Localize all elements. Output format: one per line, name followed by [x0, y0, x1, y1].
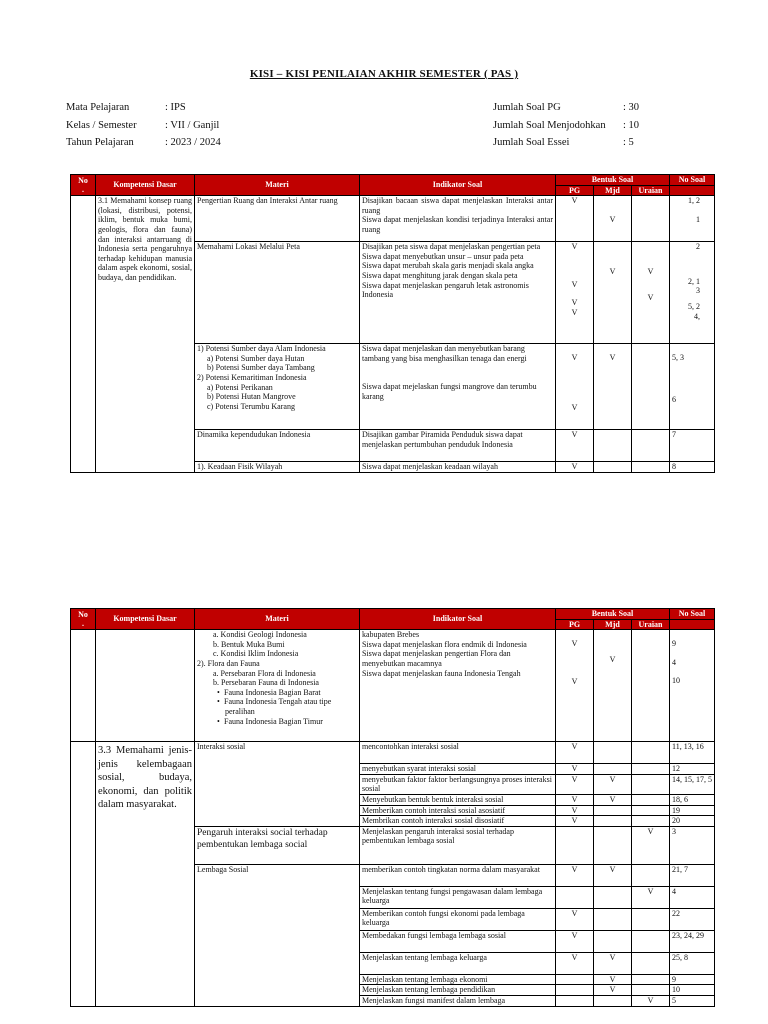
cell-materi: Dinamika kependudukan Indonesia — [195, 430, 360, 462]
cell-pg: V — [556, 764, 594, 775]
cell-pg: V — [556, 196, 594, 242]
cell-materi: 1) Potensi Sumber daya Alam Indonesia a) Potensi Sumber daya Hutan b) Potensi Sumber daya Tambang 2) Potensi Kemaritiman Indonesia a) Potensi Perikanan b) Potensi Hutan Mangrove c) Potensi Terumbu Karang — [195, 344, 360, 430]
cell-no — [71, 630, 96, 742]
cell-indikator — [360, 196, 556, 242]
cell-uraian — [632, 344, 670, 430]
cell-uraian — [632, 864, 670, 886]
cell-indikator: memberikan contoh tingkatan norma dalam masyarakat — [360, 864, 556, 886]
cell-no-soal: 11, 13, 16 — [670, 742, 715, 764]
cell-mjd: V — [594, 196, 632, 242]
cell-pg: V V — [556, 344, 594, 430]
indikator-line: Siswa dapat menjelaskan flora endmik di Indonesia — [362, 639, 527, 649]
cell-pg: V — [556, 805, 594, 816]
header-mjd: Mjd — [594, 185, 632, 196]
cell-mjd — [594, 430, 632, 462]
cell-no-soal: 19 — [670, 805, 715, 816]
cell-no-soal: 9 — [670, 974, 715, 985]
info-label: Jumlah Soal PG — [493, 102, 561, 113]
cell-pg: V — [556, 430, 594, 462]
cell-indikator: Siswa dapat menjelaskan keadaan wilayah — [360, 462, 556, 473]
info-value: : 5 — [623, 137, 634, 148]
cell-materi: 1). Keadaan Fisik Wilayah — [195, 462, 360, 473]
cell-no-soal: 12 — [670, 764, 715, 775]
cell-indikator: Menjelaskan tentang lembaga keluarga — [360, 952, 556, 974]
cell-no-soal: 5, 3 6 — [670, 344, 715, 430]
info-left — [66, 99, 221, 152]
indikator-line: Siswa dapat menjelaskan kondisi terjadinya Interaksi antar ruang — [362, 215, 553, 234]
document-title: KISI – KISI PENILAIAN AKHIR SEMESTER ( PAS ) — [249, 68, 519, 80]
cell-no-soal: 14, 15, 17, 5 — [670, 774, 715, 794]
info-label: Jumlah Soal Menjodohkan — [493, 119, 606, 131]
cell-no-soal: 3 — [670, 826, 715, 864]
cell-indikator: menyebutkan faktor faktor berlangsungnya proses interaksi sosial — [360, 774, 556, 794]
cell-uraian — [632, 196, 670, 242]
cell-uraian — [632, 985, 670, 996]
cell-pg: V — [556, 816, 594, 827]
info-value: : 30 — [623, 102, 640, 113]
cell-no-soal: 22 — [670, 908, 715, 930]
cell-uraian — [632, 430, 670, 462]
indikator-line: Siswa dapat merubah skala garis menjadi skala angka — [362, 261, 534, 271]
info-label: Kelas / Semester — [66, 119, 137, 131]
cell-pg: V — [556, 774, 594, 794]
cell-no-soal: 25, 8 — [670, 952, 715, 974]
info-right — [493, 99, 639, 152]
cell-no — [71, 196, 96, 473]
cell-indikator: Menjelaskan tentang lembaga pendidikan — [360, 985, 556, 996]
cell-indikator: Memberikan contoh fungsi ekonomi pada lembaga keluarga — [360, 908, 556, 930]
cell-mjd — [594, 816, 632, 827]
cell-materi: a. Kondisi Geologi Indonesia b. Bentuk Muka Bumi c. Kondisi Iklim Indonesia 2). Flora dan Fauna a. Persebaran Flora di Indonesia b. Persebaran Fauna di Indonesia • Fauna Indonesia Bagian Barat • Fauna Indonesia Tengah atau tipe peralihan • Fauna Indonesia Bagian Timur — [195, 630, 360, 742]
cell-pg: V V — [556, 630, 594, 742]
cell-indikator: Membrikan contoh interaksi sosial disosiatif — [360, 816, 556, 827]
cell-indikator: Menjelaskan pengaruh interaksi sosial terhadap pembentukan lembaga sosial — [360, 826, 556, 864]
cell-uraian — [632, 974, 670, 985]
cell-indikator: Membedakan fungsi lembaga lembaga sosial — [360, 930, 556, 952]
indikator-line: Siswa dapat menjelaskan dan menyebutkan barang tambang yang bisa menghasilkan tenaga dan energi — [362, 344, 527, 363]
cell-no-soal: 9 4 10 — [670, 630, 715, 742]
indikator-line: Siswa dapat menyebutkan unsur – unsur pada peta — [362, 251, 524, 261]
header-no-soal-blank — [670, 619, 715, 630]
cell-materi: Pengertian Ruang dan Interaksi Antar ruang — [195, 196, 360, 242]
cell-pg: V — [556, 908, 594, 930]
header-no: No . — [71, 609, 96, 630]
cell-indikator: Menjelaskan tentang fungsi pengawasan dalam lembaga keluarga — [360, 886, 556, 908]
cell-mjd: V — [594, 344, 632, 430]
header-uraian: Uraian — [632, 619, 670, 630]
cell-no-soal: 18, 6 — [670, 794, 715, 805]
cell-mjd — [594, 826, 632, 864]
cell-mjd — [594, 995, 632, 1006]
cell-no-soal: 7 — [670, 430, 715, 462]
cell-kompetensi — [96, 630, 195, 742]
cell-uraian — [632, 462, 670, 473]
info-value: : IPS — [165, 102, 186, 113]
indikator-line: Siswa dapat menjelaskan pengertian Flora dan menyebutkan macamnya — [362, 649, 511, 668]
indikator-line: Disajikan bacaan siswa dapat menjelaskan Interaksi antar ruang — [362, 196, 553, 215]
cell-pg — [556, 974, 594, 985]
cell-no-soal: 21, 7 — [670, 864, 715, 886]
cell-mjd — [594, 908, 632, 930]
header-no-soal: No Soal — [670, 609, 715, 620]
header-no-soal-blank — [670, 185, 715, 196]
header-pg: PG — [556, 619, 594, 630]
cell-uraian — [632, 742, 670, 764]
cell-indikator: mencontohkan interaksi sosial — [360, 742, 556, 764]
indikator-line: Siswa dapat menghitung jarak dengan skala peta — [362, 270, 518, 280]
cell-indikator: Disajikan gambar Piramida Penduduk siswa dapat menjelaskan pertumbuhan penduduk Indonesia — [360, 430, 556, 462]
cell-mjd: V — [594, 630, 632, 742]
cell-uraian — [632, 816, 670, 827]
kisi-table-1 — [70, 174, 715, 473]
header-indikator: Indikator Soal — [360, 175, 556, 196]
cell-pg: V V V V — [556, 242, 594, 344]
info-label: Mata Pelajaran — [66, 102, 130, 113]
cell-kompetensi: 3.3 Memahami jenis-jenis kelembagaan sosial, budaya, ekonomi, dan politik dalam masyarakat. — [96, 742, 195, 1006]
indikator-line: Disajikan peta siswa dapat menjelaskan pengertian peta — [362, 242, 541, 252]
cell-no-soal: 1, 2 1 — [670, 196, 715, 242]
header-mjd: Mjd — [594, 619, 632, 630]
cell-indikator: Menyebutkan bentuk bentuk interaksi sosial — [360, 794, 556, 805]
cell-materi: Lembaga Sosial — [195, 864, 360, 1006]
cell-materi: Pengaruh interaksi social terhadap pembentukan lembaga social — [195, 826, 360, 864]
cell-no-soal: 20 — [670, 816, 715, 827]
indikator-line: Siswa dapat menjelaskan fauna Indonesia Tengah — [362, 668, 521, 678]
cell-uraian — [632, 774, 670, 794]
header-pg: PG — [556, 185, 594, 196]
cell-indikator: Menjelaskan fungsi manifest dalam lembaga — [360, 995, 556, 1006]
cell-no-soal: 2 2, 1 3 5, 2 4, — [670, 242, 715, 344]
cell-materi: Memahami Lokasi Melalui Peta — [195, 242, 360, 344]
cell-pg: V — [556, 952, 594, 974]
cell-uraian: V — [632, 995, 670, 1006]
info-value: : VII / Ganjil — [165, 119, 220, 131]
cell-uraian — [632, 805, 670, 816]
cell-mjd: V — [594, 985, 632, 996]
cell-mjd: V — [594, 794, 632, 805]
cell-uraian — [632, 630, 670, 742]
info-label: Jumlah Soal Essei — [493, 137, 570, 148]
cell-pg — [556, 985, 594, 996]
cell-mjd — [594, 742, 632, 764]
cell-indikator: Menjelaskan tentang lembaga ekonomi — [360, 974, 556, 985]
info-label: Tahun Pelajaran — [66, 137, 134, 148]
cell-uraian — [632, 908, 670, 930]
indikator-line: kabupaten Brebes — [362, 630, 420, 640]
cell-uraian — [632, 930, 670, 952]
kisi-table-2 — [70, 608, 715, 1007]
cell-no-soal: 5 — [670, 995, 715, 1006]
indikator-line: Siswa dapat menjelaskan pengaruh letak astronomis Indonesia — [362, 280, 529, 300]
cell-mjd: V — [594, 242, 632, 344]
cell-no-soal: 23, 24, 29 — [670, 930, 715, 952]
cell-mjd: V — [594, 864, 632, 886]
cell-mjd: V — [594, 974, 632, 985]
cell-no-soal: 4 — [670, 886, 715, 908]
cell-uraian — [632, 764, 670, 775]
cell-uraian: V — [632, 826, 670, 864]
cell-pg: V — [556, 930, 594, 952]
cell-kompetensi: 3.1 Memahami konsep ruang (lokasi, distribusi, potensi, iklim, bentuk muka bumi, geologis, flora dan fauna) dan interaksi antarruang di Indonesia serta pengaruhnya terhadap kehidupan manusia dalam aspek ekonomi, sosial, budaya, dan pendidikan. — [96, 196, 195, 473]
cell-mjd — [594, 462, 632, 473]
cell-materi: Interaksi sosial — [195, 742, 360, 827]
cell-pg — [556, 995, 594, 1006]
header-no-soal: No Soal — [670, 175, 715, 186]
header-materi: Materi — [195, 609, 360, 630]
cell-no-soal: 8 — [670, 462, 715, 473]
cell-indikator — [360, 344, 556, 430]
cell-indikator — [360, 630, 556, 742]
cell-pg: V — [556, 462, 594, 473]
cell-indikator: menyebutkan syarat interaksi sosial — [360, 764, 556, 775]
header-bentuk-soal: Bentuk Soal — [556, 175, 670, 186]
header-materi: Materi — [195, 175, 360, 196]
cell-uraian — [632, 952, 670, 974]
header-no: No . — [71, 175, 96, 196]
cell-pg: V — [556, 794, 594, 805]
cell-indikator — [360, 242, 556, 344]
cell-mjd — [594, 764, 632, 775]
cell-mjd — [594, 886, 632, 908]
header-uraian: Uraian — [632, 185, 670, 196]
info-value: : 10 — [623, 119, 640, 131]
cell-pg — [556, 886, 594, 908]
cell-mjd: V — [594, 774, 632, 794]
cell-no-soal: 10 — [670, 985, 715, 996]
indikator-line: Siswa dapat mejelaskan fungsi mangrove dan terumbu karang — [362, 382, 537, 401]
cell-mjd: V — [594, 952, 632, 974]
header-indikator: Indikator Soal — [360, 609, 556, 630]
cell-no — [71, 742, 96, 1006]
cell-pg: V — [556, 864, 594, 886]
cell-uraian — [632, 794, 670, 805]
header-kompetensi: Kompetensi Dasar — [96, 609, 195, 630]
header-bentuk-soal: Bentuk Soal — [556, 609, 670, 620]
cell-mjd — [594, 805, 632, 816]
cell-indikator: Memberikan contoh interaksi sosial asosiatif — [360, 805, 556, 816]
cell-uraian: V — [632, 886, 670, 908]
header-kompetensi: Kompetensi Dasar — [96, 175, 195, 196]
cell-pg: V — [556, 742, 594, 764]
info-value: : 2023 / 2024 — [165, 137, 221, 148]
cell-mjd — [594, 930, 632, 952]
cell-uraian: V V — [632, 242, 670, 344]
cell-pg — [556, 826, 594, 864]
